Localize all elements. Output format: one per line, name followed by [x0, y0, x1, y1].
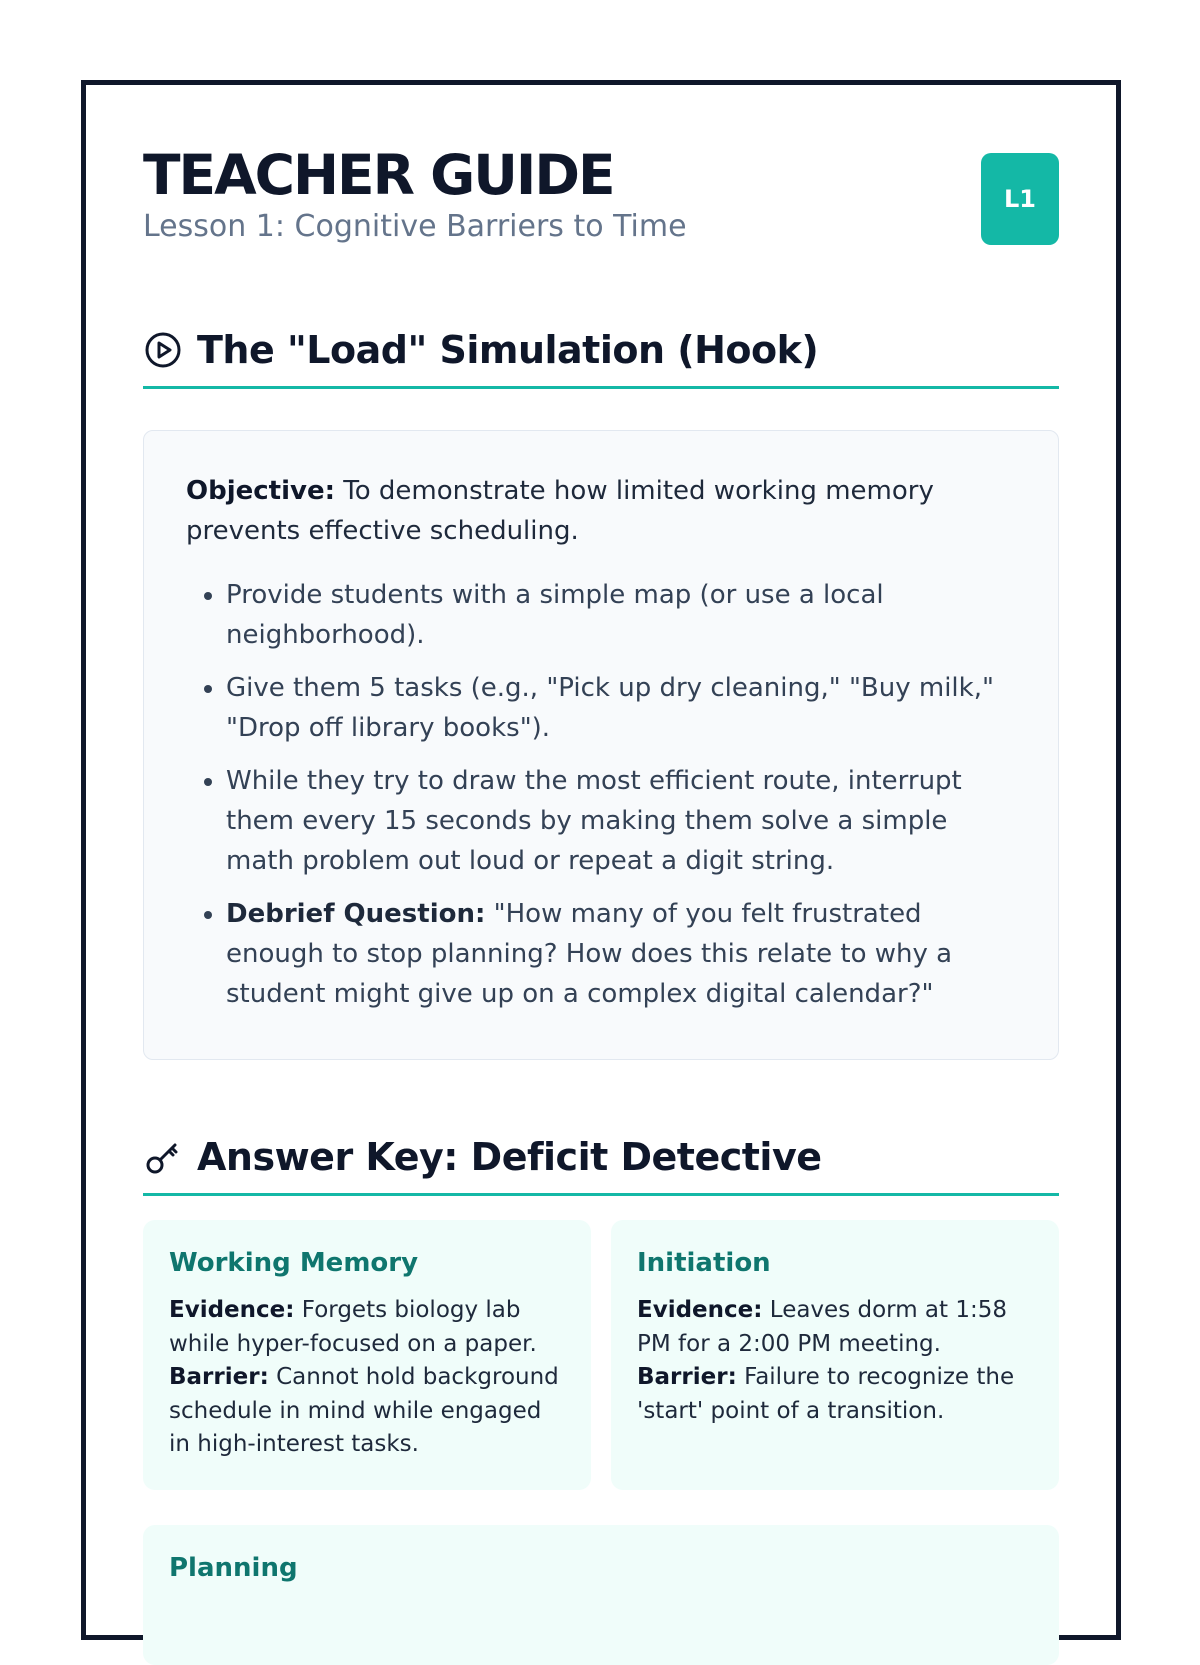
objective-paragraph: [186, 471, 1018, 551]
evidence-text: Forgets biology lab while hyper-focused on a paper.: [169, 1297, 537, 1357]
simulation-steps-list: [186, 575, 1018, 1014]
list-item-debrief: [226, 894, 1018, 1014]
simulation-box: [143, 430, 1059, 1060]
evidence-label: Evidence:: [169, 1297, 295, 1323]
barrier-text: Cannot hold background schedule in mind while engaged in high-interest tasks.: [169, 1364, 559, 1457]
card-body: [637, 1294, 1033, 1428]
lesson-subtitle: Lesson 1: Cognitive Barriers to Time: [143, 209, 687, 244]
card-title: Planning: [169, 1553, 298, 1583]
debrief-text: "How many of you felt frustrated enough to stop planning? How does this relate to why a student might give up on a complex digital calendar?": [226, 899, 953, 1009]
answer-key-section-header: [143, 1132, 1059, 1196]
barrier-text: Failure to recognize the 'start' point of a transition.: [637, 1364, 1015, 1424]
evidence-text: Leaves dorm at 1:58 PM for a 2:00 PM meeting.: [637, 1297, 1008, 1357]
list-item: • Provide students with a simple map (or use a local neighborhood).: [226, 575, 1018, 655]
card-working-memory: [143, 1220, 591, 1490]
teacher-guide-sheet: [81, 80, 1121, 1640]
list-item: • Give them 5 tasks (e.g., "Pick up dry cleaning," "Buy milk," "Drop off library books").: [226, 668, 1018, 748]
debrief-label: Debrief Question:: [226, 899, 486, 929]
key-icon: [143, 1137, 183, 1177]
barrier-label: Barrier:: [169, 1364, 269, 1390]
play-circle-icon: [143, 330, 183, 370]
barrier-label: Barrier:: [637, 1364, 737, 1390]
objective-label: Objective:: [186, 476, 335, 506]
card-title: Initiation: [637, 1248, 771, 1278]
lesson-badge: L1: [981, 153, 1059, 245]
objective-text: To demonstrate how limited working memory prevents effective scheduling.: [186, 476, 934, 546]
simulation-heading: The "Load" Simulation (Hook): [197, 327, 819, 372]
card-title: Working Memory: [169, 1248, 419, 1278]
guide-header: [143, 145, 1059, 255]
page-title: TEACHER GUIDE: [143, 143, 614, 207]
evidence-label: Evidence:: [637, 1297, 763, 1323]
card-initiation: [611, 1220, 1059, 1490]
card-planning: [143, 1525, 1059, 1665]
card-body: [169, 1294, 565, 1462]
answer-key-heading: Answer Key: Deficit Detective: [197, 1134, 822, 1179]
simulation-section-header: [143, 325, 1059, 389]
answer-key-cards: [143, 1220, 1059, 1490]
list-item: • While they try to draw the most efficient route, interrupt them every 15 seconds by making them solve a simple math problem out loud or repeat a digit string.: [226, 761, 1018, 881]
